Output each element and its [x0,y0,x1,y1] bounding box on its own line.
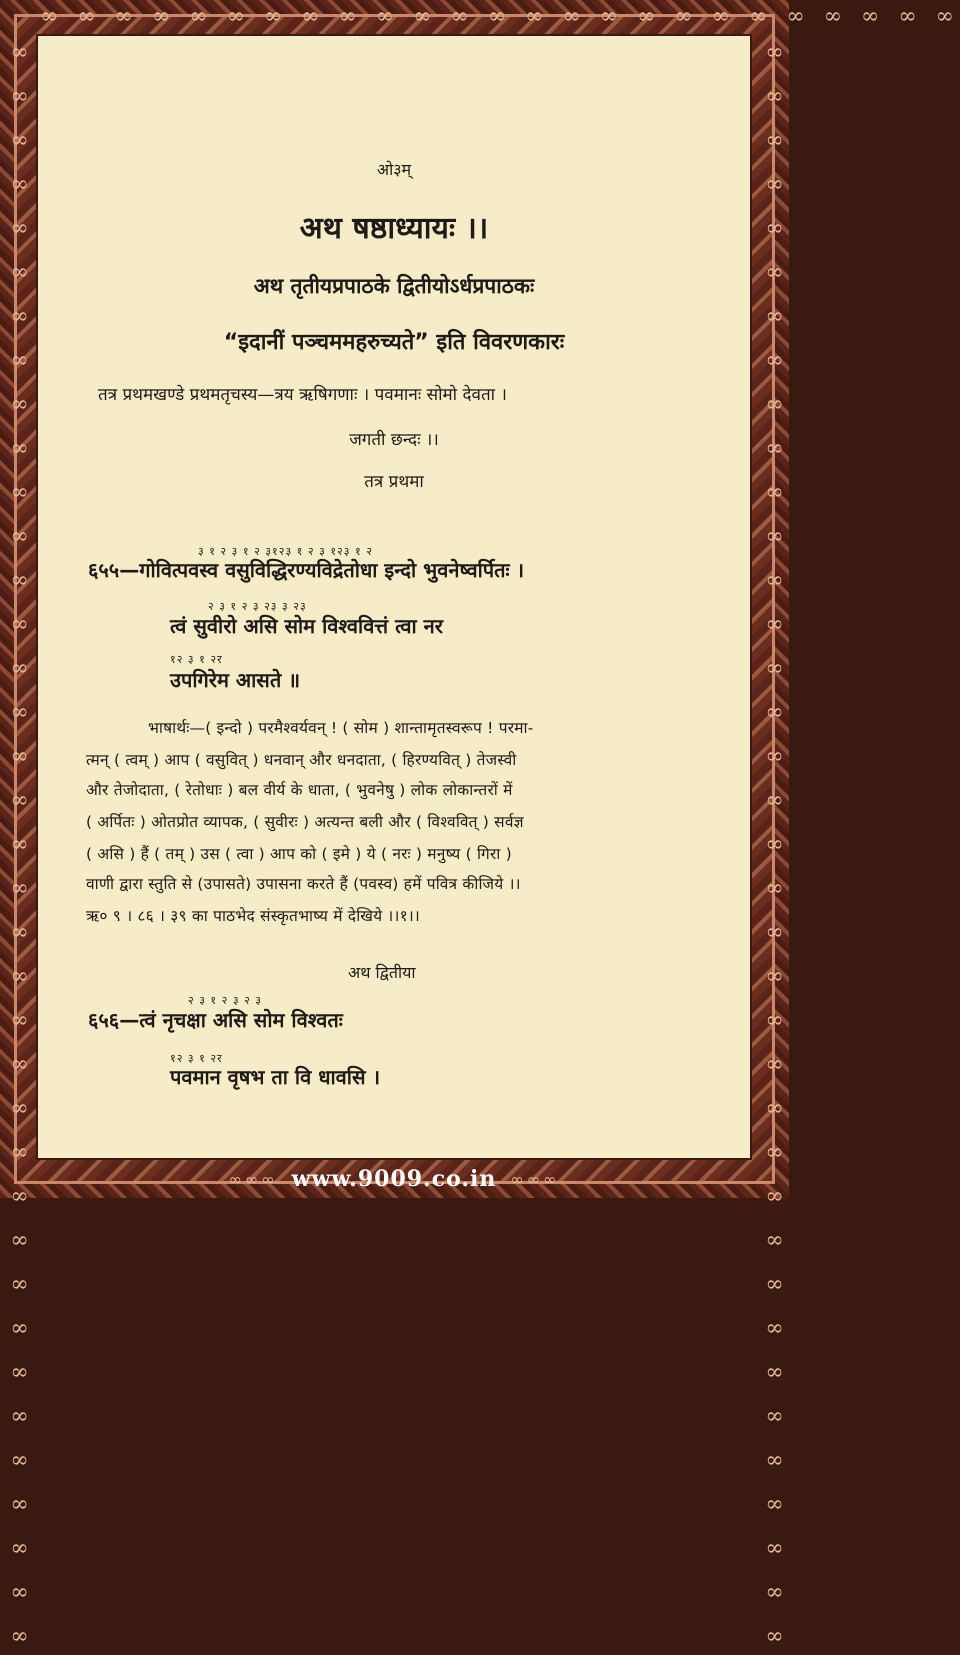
verse-656-accent-1: २ ३ १ २ ३ २ ३ [188,994,263,1007]
second-verse-label: अथ द्वितीया [348,963,416,982]
verse-656-accent-2: १२ ३ १ २र [170,1052,223,1065]
website-link[interactable]: www.9009.co.in [291,1166,497,1192]
intro-rishi-devata: तत्र प्रथमखण्डे प्रथमतृचस्य—त्रय ऋषिगणाः । पवमानः सोमो देवता । [98,385,507,405]
verse-655-line-3: उपगिरेम आसते ॥ [170,668,301,692]
verse-655-line-1: ६५५—गोवित्पवस्व वसुविद्धिरण्यविद्रेतोधा इन्दो भुवनेष्वर्पितः । [88,558,525,582]
footer-ornament-right: ∞∞∞ [510,1169,560,1189]
footer-bar [36,1164,752,1194]
prapathaka-heading: अथ तृतीयप्रपाठके द्वितीयोऽर्धप्रपाठकः [253,274,535,298]
verse-655-accent-1: ३ १ २ ३ १ २ ३१२३ १ २ ३ १२३ १ २ [198,545,373,558]
left-ornament: ∞ ∞ ∞ ∞ ∞ ∞ ∞ ∞ ∞ ∞ ∞ ∞ ∞ ∞ ∞ ∞ ∞ ∞ ∞ ∞ ∞ ∞ ∞ ∞ ∞ ∞ ∞ ∞ ∞ ∞ ∞ ∞ ∞ ∞ ∞ ∞ ∞ [7,40,32,1655]
chapter-title: अथ षष्ठाध्यायः ।। [299,211,489,246]
bhashartha-line: और तेजोदाता, ( रेतोधाः ) बल वीर्य के धाता, ( भुवनेषु ) लोक लोकान्तरों में [86,781,513,799]
bhashartha-line: ( अर्पितः ) ओतप्रोत व्यापक, ( सुवीरः ) अत्यन्त बली और ( विश्ववित् ) सर्वज्ञ [86,813,524,831]
intro-prathama: तत्र प्रथमा [364,472,424,492]
verse-656-line-1: ६५६—त्वं नृचक्षा असि सोम विश्वतः [88,1008,343,1032]
verse-655-accent-3: १२ ३ १ २र [170,653,223,666]
scripture-page [36,34,752,1160]
bhashartha-line: त्मन् ( त्वम् ) आप ( वसुवित् ) धनवान् और धनदाता, ( हिरण्यवित् ) तेजस्वी [86,751,517,769]
verse-655-line-2: त्वं सुवीरो असि सोम विश्ववित्तं त्वा नर [170,614,443,638]
footer-ornament-left: ∞∞∞ [228,1169,278,1189]
top-ornament: ∞ ∞ ∞ ∞ ∞ ∞ ∞ ∞ ∞ ∞ ∞ ∞ ∞ ∞ ∞ ∞ ∞ ∞ ∞ ∞ ∞ ∞ ∞ ∞ ∞ [40,4,960,29]
bhashartha-line: ( असि ) हैं ( तम् ) उस ( त्वा ) आप को ( इमे ) ये ( नरः ) मनुष्य ( गिरा ) [86,845,512,863]
intro-chhanda: जगती छन्दः ।। [349,430,439,450]
bhashartha-reference: ऋ० ९ । ८६ । ३९ का पाठभेद संस्कृतभाष्य में देखिये ।।१।। [86,907,420,925]
vivaranakara-heading: “इदानीं पञ्चममहरुच्यते” इति विवरणकारः [223,330,565,355]
bhashartha-line: वाणी द्वारा स्तुति से (उपासते) उपासना करते हैं (पवस्व) हमें पवित्र कीजिये ।। [86,875,521,893]
bhashartha-line: भाषार्थः—( इन्दो ) परमैश्वर्यवन् ! ( सोम ) शान्तामृतस्वरूप ! परमा- [148,719,534,737]
om-symbol: ओ३म् [376,160,412,179]
verse-655-accent-2: २ ३ १ २ ३ २३ ३ २३ [208,600,307,613]
right-ornament: ∞ ∞ ∞ ∞ ∞ ∞ ∞ ∞ ∞ ∞ ∞ ∞ ∞ ∞ ∞ ∞ ∞ ∞ ∞ ∞ ∞ ∞ ∞ ∞ ∞ ∞ ∞ ∞ ∞ ∞ ∞ ∞ ∞ ∞ ∞ ∞ ∞ [762,40,787,1655]
verse-656-line-2: पवमान वृषभ ता वि धावसि । [170,1065,381,1089]
